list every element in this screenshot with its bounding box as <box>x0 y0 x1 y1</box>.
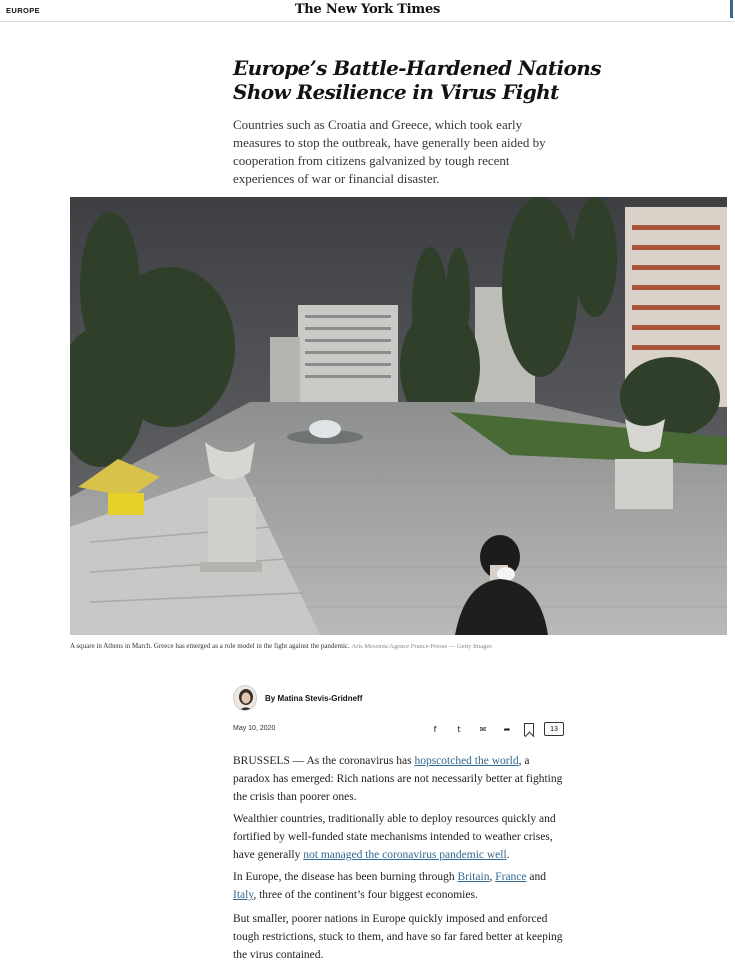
twitter-icon[interactable]: t <box>457 724 461 734</box>
paragraph-1 <box>233 752 563 806</box>
athens-square-image <box>70 197 727 635</box>
section-label[interactable]: EUROPE <box>6 6 41 15</box>
author-portrait-icon <box>234 686 257 711</box>
paragraph-text: In Europe, the disease has been burning through <box>233 871 458 883</box>
link-france[interactable]: France <box>495 871 527 883</box>
photo-caption <box>70 641 570 652</box>
paragraph-text: . <box>506 849 510 861</box>
top-bar <box>0 0 735 22</box>
paragraph-4: But smaller, poorer nations in Europe quickly imposed and enforced tough restrictions, stuck to them, and have so far fared better at keeping the virus contained. <box>233 913 563 961</box>
link-britain[interactable]: Britain <box>457 871 490 883</box>
paragraph-text: , three of the continent’s four biggest economies. <box>253 889 478 901</box>
photo-credit: Aris Messinis/Agence France-Presse — Getty Images <box>351 643 492 650</box>
author-name[interactable]: By Matina Stevis-Gridneff <box>265 693 363 703</box>
article-summary: Countries such as Croatia and Greece, which took early measures to stop the outbreak, have generally been aided by cooperation from citizens galvanized by tough recent experiences of war or financial disaster. <box>233 117 546 186</box>
email-icon[interactable]: ✉ <box>479 724 487 734</box>
share-toolbar <box>426 720 564 738</box>
paragraph-2 <box>233 810 563 864</box>
publish-date: May 10, 2020 <box>233 725 276 732</box>
author-avatar[interactable] <box>233 685 257 711</box>
scrollbar-indicator[interactable] <box>730 0 733 18</box>
paragraph-text: and <box>526 871 546 883</box>
share-icon[interactable]: ➦ <box>503 724 511 734</box>
paragraph-text: , <box>489 871 496 883</box>
facebook-icon[interactable]: f <box>433 724 437 734</box>
lead-photo <box>70 197 727 635</box>
link-hopscotched[interactable]: hopscotched the world <box>414 755 519 767</box>
article-headline: Europe’s Battle-Hardened Nations Show Resilience in Virus Fight <box>233 56 601 104</box>
byline <box>233 685 362 711</box>
paragraph-text: Wealthier countries, traditionally able to deploy resources quickly and fortified by well-funded state mechanisms intended to weather crises, have generally <box>233 813 556 861</box>
comments-button[interactable]: 13 <box>544 722 564 736</box>
paragraph-3 <box>233 868 563 904</box>
link-italy[interactable]: Italy <box>233 889 254 901</box>
paragraph-text: BRUSSELS — As the coronavirus has <box>233 755 415 767</box>
caption-text: A square in Athens in March. Greece has emerged as a role model in the fight against the pandemic. <box>70 642 350 650</box>
bookmark-icon[interactable] <box>524 723 534 736</box>
link-not-managed[interactable]: not managed the coronavirus pandemic well <box>303 849 507 861</box>
paragraph-text: , a paradox has emerged: Rich nations are not necessarily better at fighting the crisis than poorer ones. <box>233 755 563 803</box>
masthead-logo[interactable]: The New York Times <box>294 2 441 17</box>
